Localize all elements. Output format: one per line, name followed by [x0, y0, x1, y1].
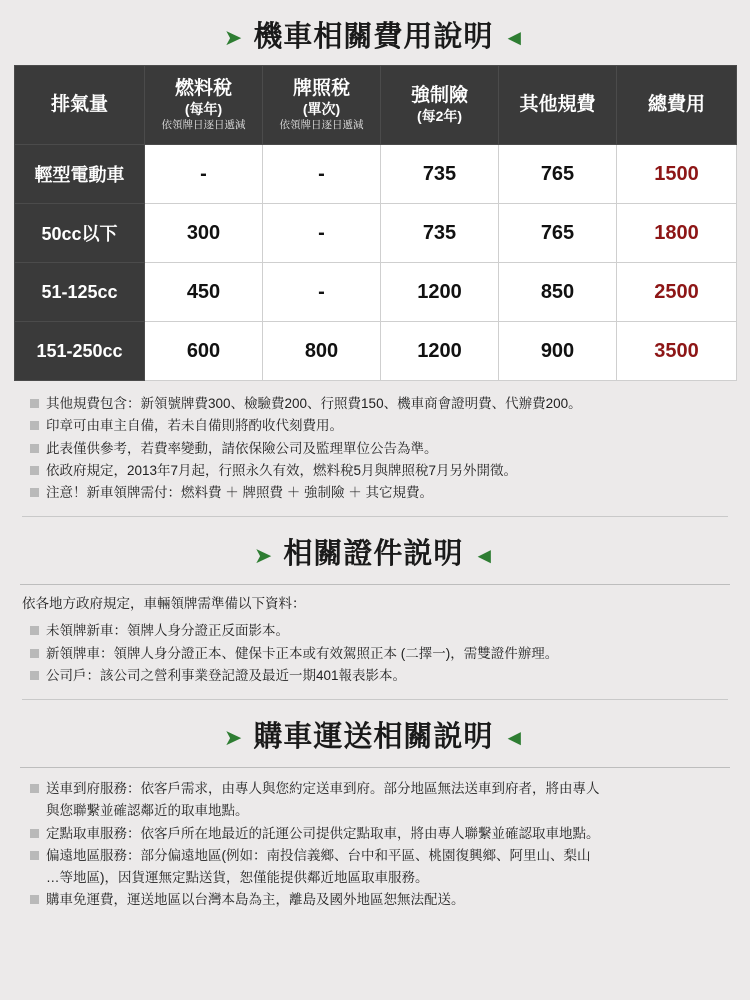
- section-title-fees-text: 機車相關費用說明: [253, 21, 494, 53]
- arrow-right-icon: ➤: [223, 25, 244, 51]
- column-header-displacement: [15, 66, 145, 145]
- list-item: [30, 823, 724, 845]
- delivery-notes-list: [0, 776, 750, 916]
- cell-total: 1800: [617, 204, 737, 263]
- square-bullet-icon: [30, 784, 39, 793]
- row-header: 151-250cc: [15, 322, 145, 381]
- fee-table-head: [15, 66, 737, 145]
- square-bullet-icon: [30, 444, 39, 453]
- header-main: 總費用: [647, 94, 705, 116]
- arrow-right-icon: ➤: [253, 542, 274, 568]
- table-row: [15, 204, 737, 263]
- header-note: 依領牌日逐日遞減: [161, 118, 246, 131]
- bullet-spacer: [30, 873, 39, 882]
- note-text: 注意！新車領牌需付：燃料費 ＋ 牌照費 ＋ 強制險 ＋ 其它規費。: [46, 485, 434, 501]
- row-header: 51-125cc: [15, 263, 145, 322]
- row-header: 50cc以下: [15, 204, 145, 263]
- fee-table-wrap: [0, 65, 750, 381]
- list-item: [30, 482, 724, 504]
- list-item: [30, 778, 724, 800]
- square-bullet-icon: [30, 829, 39, 838]
- header-main: 排氣量: [50, 94, 108, 116]
- column-header-other-fees: [499, 66, 617, 145]
- section-delivery: [0, 700, 750, 916]
- cell-fuel-tax: -: [145, 145, 263, 204]
- cell-other-fees: 850: [499, 263, 617, 322]
- note-text: 未領牌新車：領牌人身分證正反面影本。: [46, 623, 289, 639]
- arrow-left-icon: ◄: [503, 725, 527, 751]
- square-bullet-icon: [30, 895, 39, 904]
- section-title-delivery: [0, 700, 750, 765]
- note-text: 購車免運費，運送地區以台灣本島為主，離島及國外地區恕無法配送。: [46, 892, 465, 908]
- list-item: [30, 393, 724, 415]
- header-main: 燃料稅: [174, 77, 232, 99]
- cell-total: 2500: [617, 263, 737, 322]
- square-bullet-icon: [30, 649, 39, 658]
- list-item: [30, 845, 724, 867]
- arrow-left-icon: ◄: [473, 542, 497, 568]
- square-bullet-icon: [30, 851, 39, 860]
- list-item-continuation: [30, 800, 724, 822]
- cell-fuel-tax: 300: [145, 204, 263, 263]
- title-underline: [20, 767, 730, 768]
- column-header-compulsory-insurance: [381, 66, 499, 145]
- square-bullet-icon: [30, 399, 39, 408]
- table-row: [15, 145, 737, 204]
- note-text: 公司戶：該公司之營利事業登記證及最近一期401報表影本。: [46, 667, 407, 683]
- note-text: 依政府規定，2013年7月起，行照永久有效，燃料稅5月與牌照稅7月另外開徵。: [46, 462, 518, 478]
- cell-insurance: 1200: [381, 263, 499, 322]
- cell-total: 1500: [617, 145, 737, 204]
- square-bullet-icon: [30, 488, 39, 497]
- list-item-continuation: [30, 867, 724, 889]
- header-main: 強制險: [410, 84, 468, 106]
- header-main: 牌照稅: [292, 77, 350, 99]
- documents-intro: 依各地方政府規定，車輛領牌需準備以下資料：: [22, 596, 306, 612]
- arrow-left-icon: ◄: [503, 25, 527, 51]
- list-item: [30, 643, 724, 665]
- fee-notes-list: [0, 381, 750, 508]
- square-bullet-icon: [30, 626, 39, 635]
- cell-other-fees: 765: [499, 145, 617, 204]
- documents-notes-list: [0, 618, 750, 691]
- arrow-right-icon: ➤: [223, 725, 244, 751]
- cell-license-tax: -: [263, 204, 381, 263]
- row-header: 輕型電動車: [15, 145, 145, 204]
- section-title-fees: [0, 0, 750, 65]
- column-header-license-tax: [263, 66, 381, 145]
- note-text: 新領牌車：領牌人身分證正本、健保卡正本或有效駕照正本 (二擇一)，需雙證件辦理。: [46, 645, 559, 661]
- square-bullet-icon: [30, 421, 39, 430]
- header-sub: (每2年): [416, 107, 463, 124]
- square-bullet-icon: [30, 466, 39, 475]
- cell-license-tax: -: [263, 145, 381, 204]
- section-title-delivery-text: 購車運送相關説明: [253, 721, 494, 754]
- note-text: 與您聯繫並確認鄰近的取車地點。: [46, 803, 249, 819]
- cell-other-fees: 765: [499, 204, 617, 263]
- table-row: [15, 322, 737, 381]
- table-header-row: [15, 66, 737, 145]
- cell-insurance: 735: [381, 145, 499, 204]
- cell-other-fees: 900: [499, 322, 617, 381]
- list-item: [30, 415, 724, 437]
- section-documents: [0, 517, 750, 691]
- section-title-documents-text: 相關證件説明: [283, 538, 464, 571]
- title-underline: [20, 584, 730, 585]
- note-text: 送車到府服務：依客戶需求，由專人與您約定送車到府。部分地區無法送車到府者，將由專人: [46, 781, 600, 797]
- fee-table: [14, 65, 737, 381]
- cell-license-tax: 800: [263, 322, 381, 381]
- table-row: [15, 263, 737, 322]
- note-text: 此表僅供參考，若費率變動，請依保險公司及監理單位公告為準。: [46, 440, 438, 456]
- header-sub: (單次): [302, 100, 341, 117]
- section-title-documents: [0, 517, 750, 582]
- cell-insurance: 1200: [381, 322, 499, 381]
- note-text: 其他規費包含：新領號牌費300、檢驗費200、行照費150、機車商會證明費、代辦費200。: [46, 396, 582, 411]
- header-main: 其他規費: [519, 94, 596, 116]
- note-text: 定點取車服務：依客戶所在地最近的託運公司提供定點取車，將由專人聯繫並確認取車地點。: [46, 825, 600, 841]
- list-item: [30, 460, 724, 482]
- square-bullet-icon: [30, 671, 39, 680]
- column-header-total: [617, 66, 737, 145]
- cell-license-tax: -: [263, 263, 381, 322]
- note-text: 印章可由車主自備，若未自備則將酌收代刻費用。: [46, 418, 343, 434]
- note-text: …等地區)，因貨運無定點送貨，恕僅能提供鄰近地區取車服務。: [46, 870, 429, 886]
- fee-table-body: [15, 145, 737, 381]
- cell-fuel-tax: 450: [145, 263, 263, 322]
- bullet-spacer: [30, 806, 39, 815]
- list-item: [30, 620, 724, 642]
- cell-total: 3500: [617, 322, 737, 381]
- cell-fuel-tax: 600: [145, 322, 263, 381]
- note-text: 偏遠地區服務：部分偏遠地區(例如：南投信義鄉、台中和平區、桃園復興鄉、阿里山、梨山: [46, 847, 591, 863]
- list-item: [30, 665, 724, 687]
- header-note: 依領牌日逐日遞減: [279, 118, 364, 131]
- column-header-fuel-tax: [145, 66, 263, 145]
- list-item: [30, 438, 724, 460]
- list-item: [30, 889, 724, 911]
- header-sub: (每年): [184, 100, 223, 117]
- cell-insurance: 735: [381, 204, 499, 263]
